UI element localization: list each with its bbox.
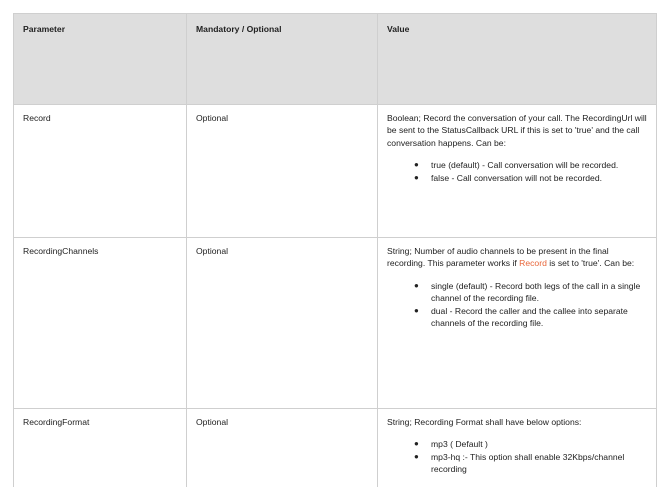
description-text: is set to 'true'. Can be: [546,258,635,269]
param-name: Record [14,105,187,238]
table-row-record [14,105,657,238]
list-item-text: single (default) - Record both legs of the call in a single channel of the recording file. [431,280,641,304]
list-item [414,305,647,330]
param-description: Boolean; Record the conversation of your call. The RecordingUrl will be sent to the StatusCallback URL if this is set to 'true' and the call conversation happens. Can be: [387,113,647,148]
bullet-icon: ● [414,305,419,315]
param-value [378,409,657,487]
list-item-text: mp3-hq :- This option shall enable 32Kbps/channel recording [431,451,625,475]
param-mandatory: Optional [187,409,378,487]
header-mandatory: Mandatory / Optional [187,14,378,105]
parameters-table [13,13,657,487]
bullet-icon: ● [414,451,419,461]
table-row-recording-format [14,409,657,487]
param-description [387,245,647,270]
option-list [387,159,647,184]
list-item [414,172,647,184]
bullet-icon: ● [414,280,419,290]
list-item [414,438,647,450]
table-header [14,14,657,105]
param-description: String; Recording Format shall have below options: [387,417,582,427]
param-name: RecordingFormat [14,409,187,487]
table-row-recording-channels [14,238,657,409]
list-item [414,280,647,305]
option-list [387,438,647,475]
description-text: String; Number of audio channels to be present in the final recording. This parameter works if [387,246,609,269]
bullet-icon: ● [414,160,419,170]
list-item [414,159,647,171]
header-parameter: Parameter [14,14,187,105]
param-name: RecordingChannels [14,238,187,409]
list-item-text: dual - Record the caller and the callee into separate channels of the recording file. [431,305,628,329]
param-mandatory: Optional [187,238,378,409]
list-item-text: true (default) - Call conversation will be recorded. [431,160,619,171]
header-value: Value [378,14,657,105]
bullet-icon: ● [414,439,419,449]
bullet-icon: ● [414,172,419,182]
list-item-text: mp3 ( Default ) [431,439,488,450]
list-item [414,451,647,476]
param-value [378,105,657,238]
param-value [378,238,657,409]
param-mandatory: Optional [187,105,378,238]
list-item-text: false - Call conversation will not be recorded. [431,172,603,183]
record-link[interactable]: Record [519,258,547,269]
header-row [14,14,657,105]
option-list [387,280,647,330]
